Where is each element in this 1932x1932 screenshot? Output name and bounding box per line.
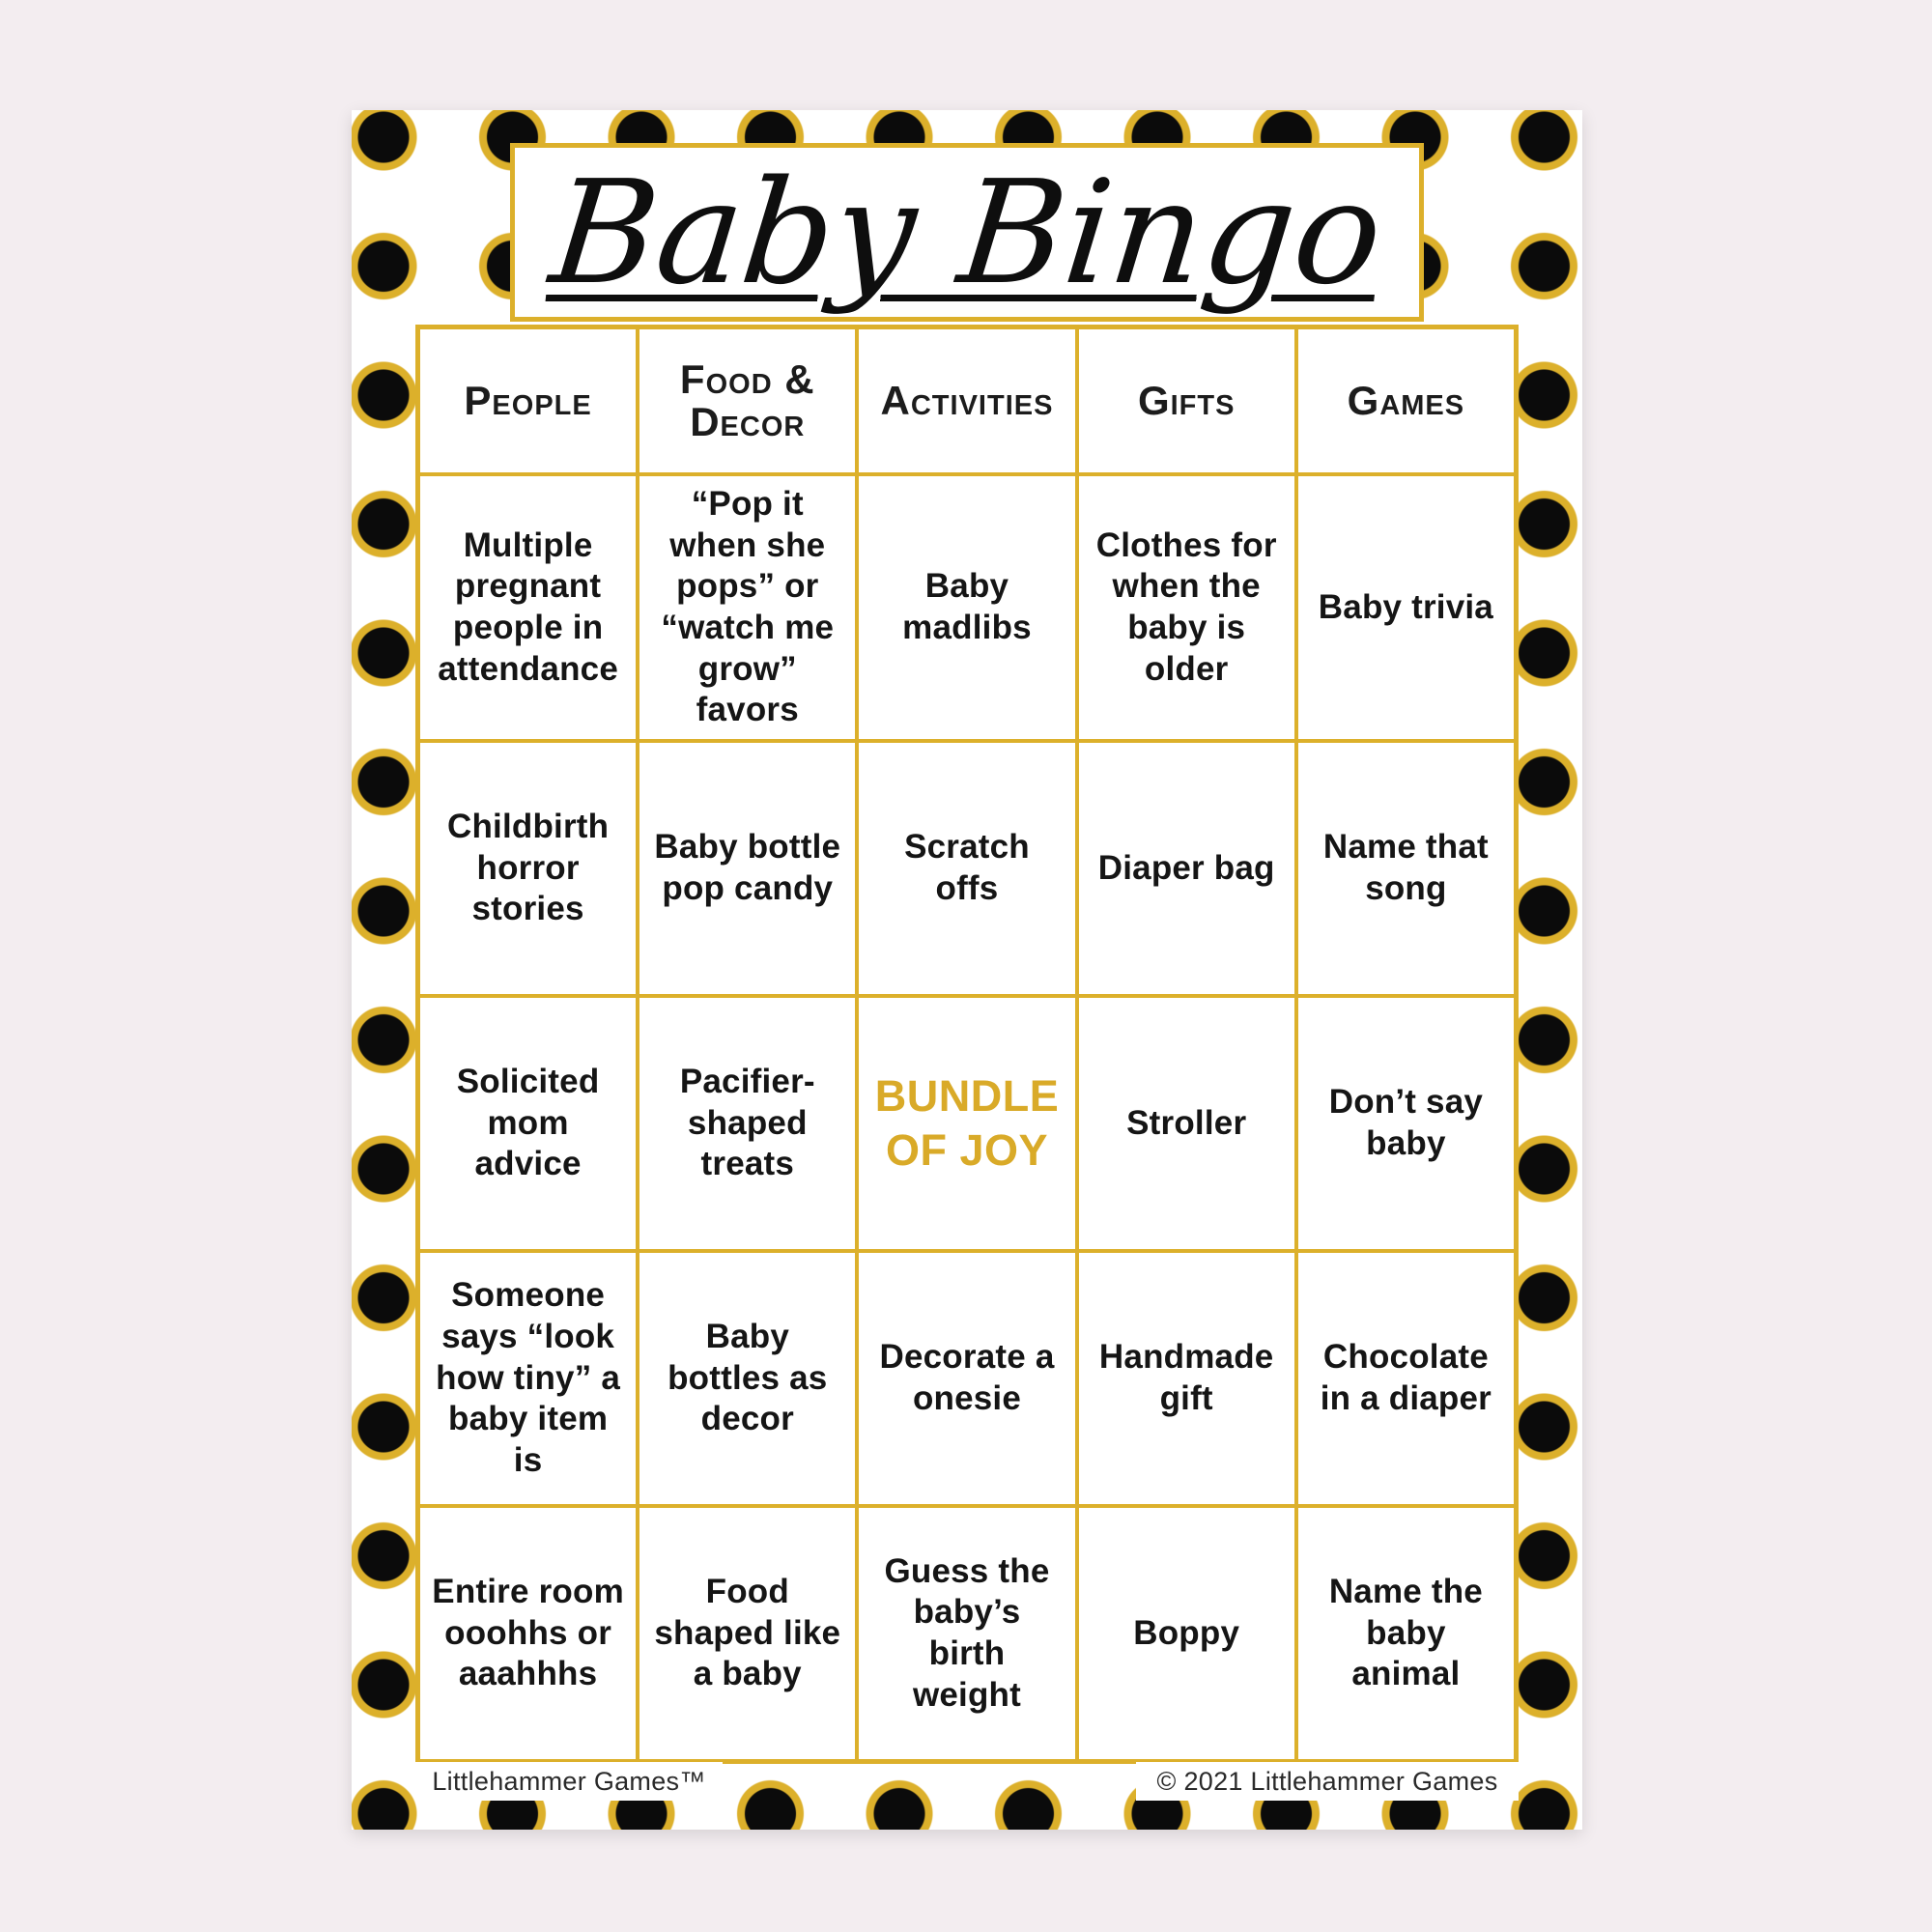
bingo-cell: Boppy <box>1079 1508 1294 1759</box>
title-box <box>510 143 1424 322</box>
column-header-food-decor: Food & Decor <box>639 329 855 472</box>
bingo-cell: Don’t say baby <box>1298 998 1514 1249</box>
footer-copyright <box>1136 1762 1519 1801</box>
bingo-cell: Food shaped like a baby <box>639 1508 855 1759</box>
page-title: Baby Bingo <box>544 149 1390 316</box>
column-header-games: Games <box>1298 329 1514 472</box>
bingo-cell: Multiple pregnant people in attendance <box>420 476 636 739</box>
bingo-cell: Name the baby animal <box>1298 1508 1514 1759</box>
footer-brand-text: Littlehammer Games™ <box>432 1766 706 1796</box>
bingo-cell: Guess the baby’s birth weight <box>859 1508 1074 1759</box>
column-header-gifts: Gifts <box>1079 329 1294 472</box>
footer-brand <box>415 1762 723 1801</box>
bingo-cell: Decorate a onesie <box>859 1253 1074 1504</box>
bingo-cell: Clothes for when the baby is older <box>1079 476 1294 739</box>
bingo-cell: Someone says “look how tiny” a baby item is <box>420 1253 636 1504</box>
bingo-cell: Solicited mom advice <box>420 998 636 1249</box>
bingo-cell: Scratch offs <box>859 743 1074 994</box>
footer-copyright-text: © 2021 Littlehammer Games <box>1156 1766 1498 1796</box>
bingo-cell: Baby madlibs <box>859 476 1074 739</box>
bingo-cell: “Pop it when she pops” or “watch me grow” favors <box>639 476 855 739</box>
bingo-card <box>352 110 1582 1830</box>
bingo-cell: Baby bottles as decor <box>639 1253 855 1504</box>
bingo-cell: Chocolate in a diaper <box>1298 1253 1514 1504</box>
bingo-cell: Baby trivia <box>1298 476 1514 739</box>
bingo-grid <box>415 325 1519 1764</box>
bingo-cell: Entire room ooohhs or aaahhhs <box>420 1508 636 1759</box>
bingo-cell: Baby bottle pop candy <box>639 743 855 994</box>
bingo-cell: Childbirth horror stories <box>420 743 636 994</box>
free-space-cell: BUNDLE OF JOY <box>859 998 1074 1249</box>
bingo-cell: Handmade gift <box>1079 1253 1294 1504</box>
bingo-cell: Pacifier-shaped treats <box>639 998 855 1249</box>
column-header-activities: Activities <box>859 329 1074 472</box>
bingo-cell: Name that song <box>1298 743 1514 994</box>
bingo-cell: Stroller <box>1079 998 1294 1249</box>
column-header-people: People <box>420 329 636 472</box>
bingo-cell: Diaper bag <box>1079 743 1294 994</box>
